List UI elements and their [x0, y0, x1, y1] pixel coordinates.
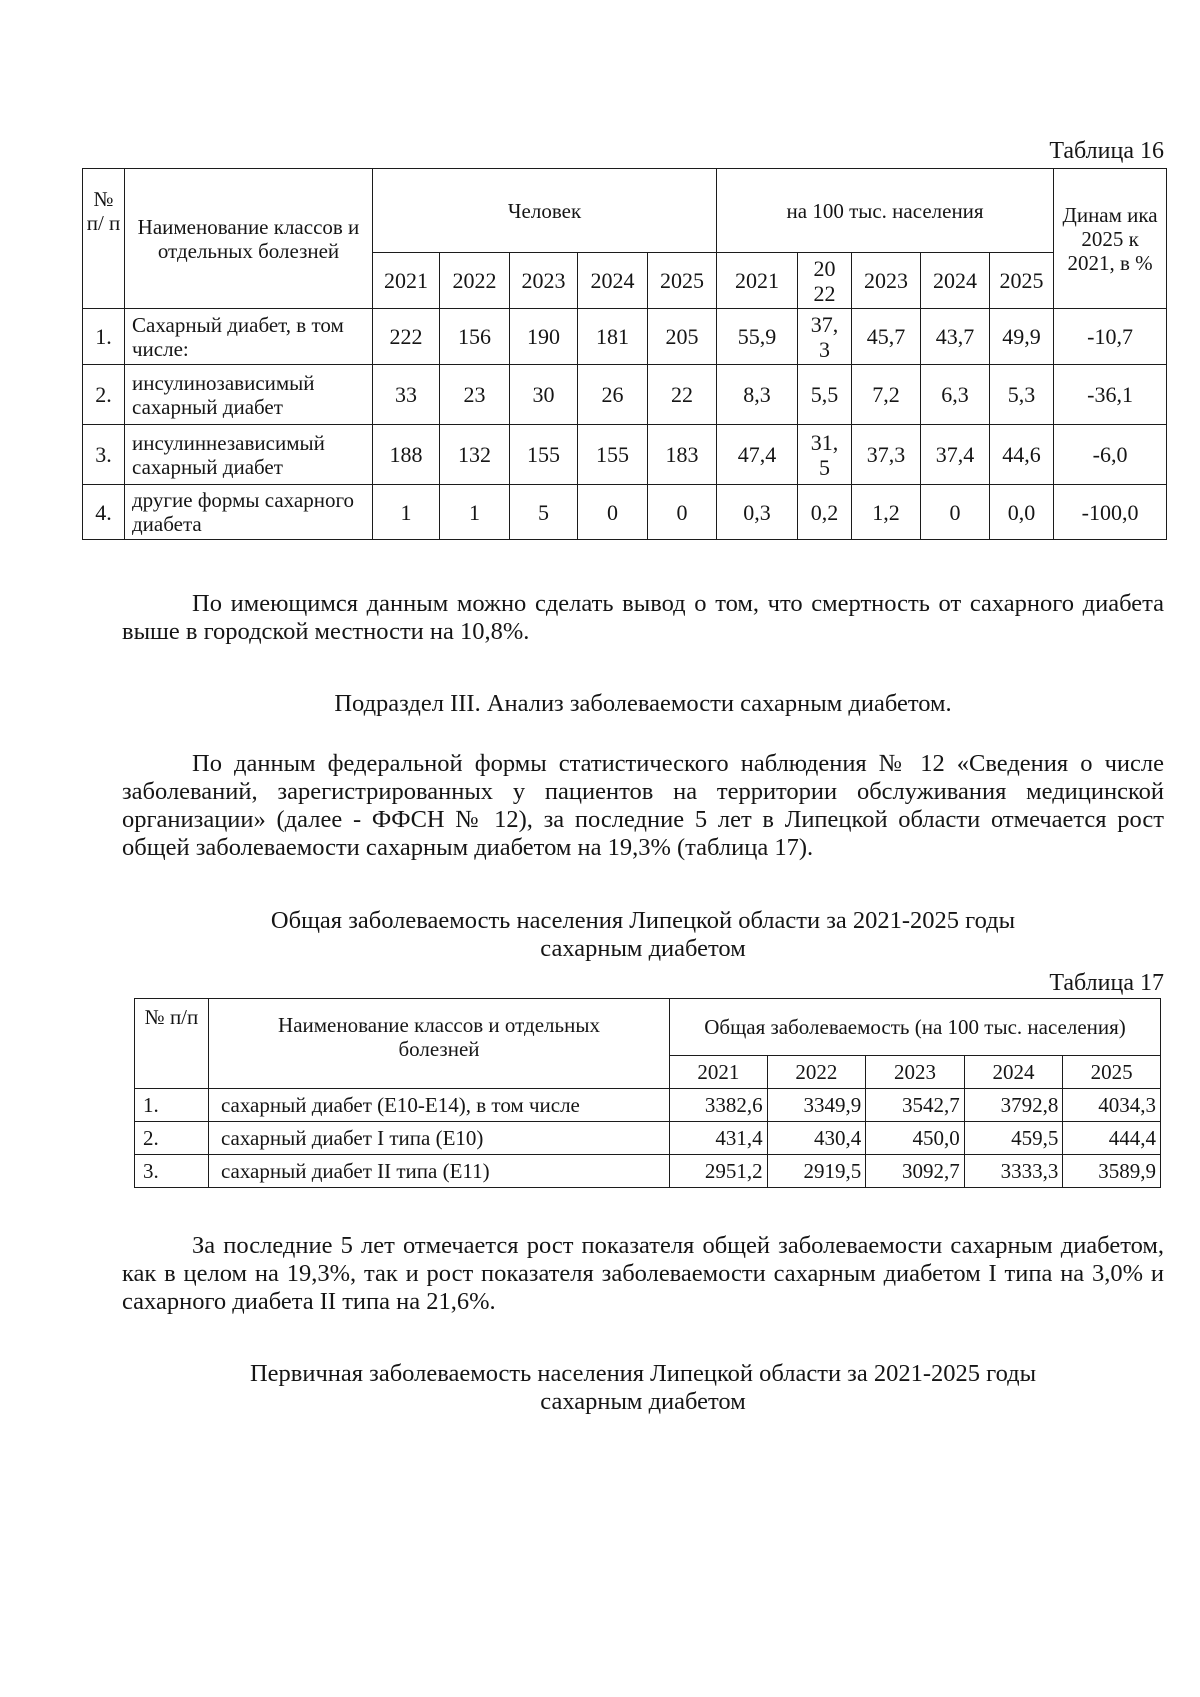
- year-persons-2023: 2023: [510, 253, 578, 309]
- year-per100k-2023: 2023: [852, 253, 921, 309]
- cell-value: 5,3: [990, 365, 1054, 425]
- table-row: [83, 485, 1167, 540]
- row-name: другие формы сахарного диабета: [125, 485, 373, 540]
- primary-title-line2: сахарным диабетом: [540, 1388, 746, 1415]
- year-persons-2021: 2021: [373, 253, 440, 309]
- paragraph-mortality: [122, 590, 1164, 646]
- year-per100k-2024: 2024: [921, 253, 990, 309]
- year-per100k-2025: 2025: [990, 253, 1054, 309]
- row-name: инсулиннезависимый сахарный диабет: [125, 425, 373, 485]
- table-17-label: Таблица 17: [1049, 970, 1164, 996]
- cell-value: 3542,7: [866, 1089, 965, 1122]
- table-16-label: Таблица 16: [1049, 138, 1164, 164]
- cell-value: 37, 3: [798, 309, 852, 365]
- header-persons: Человек: [373, 169, 717, 253]
- year-per100k-2022: 20 22: [798, 253, 852, 309]
- cell-value: 450,0: [866, 1122, 965, 1155]
- table-16: [82, 168, 1167, 540]
- header-dynamic: Динам ика 2025 к 2021, в %: [1054, 169, 1167, 309]
- year-2022: 2022: [767, 1056, 866, 1089]
- table-row: [83, 425, 1167, 485]
- row-name: Сахарный диабет, в том числе:: [125, 309, 373, 365]
- row-num: 1.: [83, 309, 125, 365]
- cell-value: 0,2: [798, 485, 852, 540]
- paragraph-ffsn: [122, 750, 1164, 862]
- cell-value: 37,3: [852, 425, 921, 485]
- cell-value: 1: [440, 485, 510, 540]
- year-2025: 2025: [1063, 1056, 1161, 1089]
- paragraph-text: По имеющимся данным можно сделать вывод о том, что смертность от сахарного диабета выше в городской местности на 10,8%.: [122, 590, 1164, 645]
- table-17-title-line1: Общая заболеваемость населения Липецкой области за 2021-2025 годы: [270, 907, 1016, 934]
- row-num: 3.: [83, 425, 125, 485]
- cell-value: 188: [373, 425, 440, 485]
- header-name: Наименование классов и отдельных болезней: [125, 169, 373, 309]
- cell-value: 3349,9: [767, 1089, 866, 1122]
- cell-value: 3792,8: [964, 1089, 1063, 1122]
- row-num: 1.: [135, 1089, 209, 1122]
- cell-value: 431,4: [670, 1122, 768, 1155]
- table-17: [134, 998, 1161, 1188]
- cell-value: 190: [510, 309, 578, 365]
- cell-dynamic: -6,0: [1054, 425, 1167, 485]
- cell-value: 0,0: [990, 485, 1054, 540]
- cell-value: 3382,6: [670, 1089, 768, 1122]
- cell-value: 3092,7: [866, 1155, 965, 1188]
- year-persons-2024: 2024: [578, 253, 648, 309]
- cell-value: 1: [373, 485, 440, 540]
- cell-value: 3589,9: [1063, 1155, 1161, 1188]
- cell-value: 3333,3: [964, 1155, 1063, 1188]
- cell-value: 47,4: [717, 425, 798, 485]
- year-2021: 2021: [670, 1056, 768, 1089]
- subsection-title: Подраздел III. Анализ заболеваемости сахарным диабетом.: [334, 690, 952, 717]
- cell-dynamic: -10,7: [1054, 309, 1167, 365]
- year-per100k-2021: 2021: [717, 253, 798, 309]
- cell-value: 205: [648, 309, 717, 365]
- cell-value: 0: [578, 485, 648, 540]
- paragraph-text: По данным федеральной формы статистического наблюдения № 12 «Сведения о числе заболеваний, зарегистрированных у пациентов на территории обслуживания медицинской организации» (далее - ФФСН № 12), за последние 5 лет в Липецкой области отмечается рост общей заболеваемости сахарным диабетом на 19,3% (таблица 17).: [122, 750, 1164, 861]
- cell-value: 5: [510, 485, 578, 540]
- header-group: Общая заболеваемость (на 100 тыс. населения): [670, 999, 1161, 1056]
- cell-value: 0,3: [717, 485, 798, 540]
- cell-value: 222: [373, 309, 440, 365]
- cell-value: 26: [578, 365, 648, 425]
- cell-value: 132: [440, 425, 510, 485]
- row-name: сахарный диабет (Е10-Е14), в том числе: [208, 1089, 669, 1122]
- cell-value: 6,3: [921, 365, 990, 425]
- cell-value: 155: [510, 425, 578, 485]
- cell-value: 459,5: [964, 1122, 1063, 1155]
- cell-value: 37,4: [921, 425, 990, 485]
- cell-value: 31, 5: [798, 425, 852, 485]
- row-name: сахарный диабет II типа (Е11): [208, 1155, 669, 1188]
- header-num: № п/ п: [83, 169, 125, 309]
- cell-value: 155: [578, 425, 648, 485]
- year-2024: 2024: [964, 1056, 1063, 1089]
- cell-value: 156: [440, 309, 510, 365]
- table-row: [83, 365, 1167, 425]
- row-num: 4.: [83, 485, 125, 540]
- cell-value: 44,6: [990, 425, 1054, 485]
- header-name: Наименование классов и отдельных болезней: [208, 999, 669, 1089]
- year-persons-2022: 2022: [440, 253, 510, 309]
- cell-value: 45,7: [852, 309, 921, 365]
- header-per100k: на 100 тыс. населения: [717, 169, 1054, 253]
- header-num: № п/п: [135, 999, 209, 1089]
- primary-title-line1: Первичная заболеваемость населения Липецкой области за 2021-2025 годы: [249, 1360, 1037, 1387]
- cell-dynamic: -100,0: [1054, 485, 1167, 540]
- table-17-title-line2: сахарным диабетом: [540, 935, 746, 962]
- row-num: 3.: [135, 1155, 209, 1188]
- cell-value: 8,3: [717, 365, 798, 425]
- cell-value: 2951,2: [670, 1155, 768, 1188]
- cell-value: 1,2: [852, 485, 921, 540]
- paragraph-text: За последние 5 лет отмечается рост показателя общей заболеваемости сахарным диабетом, как в целом на 19,3%, так и рост показателя заболеваемости сахарным диабетом I типа на 3,0% и сахарного диабета II типа на 21,6%.: [122, 1232, 1164, 1315]
- cell-value: 0: [648, 485, 717, 540]
- cell-dynamic: -36,1: [1054, 365, 1167, 425]
- cell-value: 23: [440, 365, 510, 425]
- cell-value: 430,4: [767, 1122, 866, 1155]
- row-num: 2.: [135, 1122, 209, 1155]
- cell-value: 4034,3: [1063, 1089, 1161, 1122]
- cell-value: 55,9: [717, 309, 798, 365]
- table-row: [83, 309, 1167, 365]
- cell-value: 30: [510, 365, 578, 425]
- cell-value: 2919,5: [767, 1155, 866, 1188]
- table-row: [135, 1122, 1161, 1155]
- cell-value: 0: [921, 485, 990, 540]
- paragraph-growth: [122, 1232, 1164, 1316]
- cell-value: 444,4: [1063, 1122, 1161, 1155]
- row-name: сахарный диабет I типа (Е10): [208, 1122, 669, 1155]
- table-row: [135, 1089, 1161, 1122]
- cell-value: 43,7: [921, 309, 990, 365]
- cell-value: 7,2: [852, 365, 921, 425]
- cell-value: 49,9: [990, 309, 1054, 365]
- table-row: [135, 1155, 1161, 1188]
- row-name: инсулинозависимый сахарный диабет: [125, 365, 373, 425]
- cell-value: 5,5: [798, 365, 852, 425]
- cell-value: 33: [373, 365, 440, 425]
- cell-value: 183: [648, 425, 717, 485]
- year-persons-2025: 2025: [648, 253, 717, 309]
- cell-value: 181: [578, 309, 648, 365]
- year-2023: 2023: [866, 1056, 965, 1089]
- row-num: 2.: [83, 365, 125, 425]
- cell-value: 22: [648, 365, 717, 425]
